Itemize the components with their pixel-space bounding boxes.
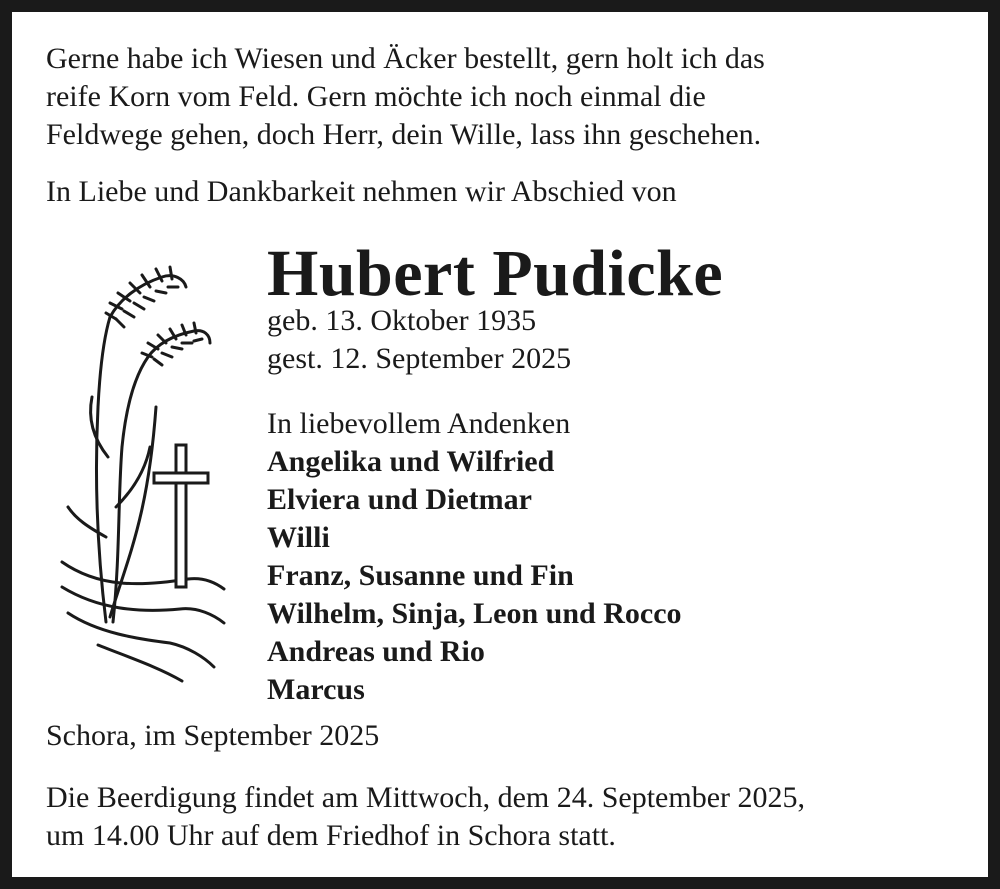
verse-line-3: Feldwege gehen, doch Herr, dein Wille, lass ihn geschehen. <box>46 118 762 151</box>
mourner-name: Angelika und Wilfried <box>267 445 555 478</box>
mourner-name: Andreas und Rio <box>267 635 485 668</box>
funeral-info <box>46 779 805 855</box>
mourner-name: Franz, Susanne und Fin <box>267 559 574 592</box>
verse-line-2: reife Korn vom Feld. Gern möchte ich noch einmal die <box>46 80 706 113</box>
mourner-name: Marcus <box>267 673 365 706</box>
wheat-and-cross-icon <box>58 257 228 687</box>
funeral-line-2: um 14.00 Uhr auf dem Friedhof in Schora statt. <box>46 819 616 852</box>
mourner-name: Wilhelm, Sinja, Leon und Rocco <box>267 597 682 630</box>
farewell-intro: In Liebe und Dankbarkeit nehmen wir Abschied von <box>46 175 677 208</box>
funeral-line-1: Die Beerdigung findet am Mittwoch, dem 24. September 2025, <box>46 781 806 814</box>
mourners-list <box>267 405 682 709</box>
death-date: gest. 12. September 2025 <box>267 342 572 375</box>
birth-date: geb. 13. Oktober 1935 <box>267 304 537 337</box>
mourner-name: Willi <box>267 521 330 554</box>
place-and-date: Schora, im September 2025 <box>46 719 380 752</box>
mourner-name: Elviera und Dietmar <box>267 483 532 516</box>
life-dates <box>267 302 571 378</box>
deceased-name: Hubert Pudicke <box>267 237 724 310</box>
verse <box>46 40 765 154</box>
mourners-heading: In liebevollem Andenken <box>267 407 571 440</box>
verse-line-1: Gerne habe ich Wiesen und Äcker bestellt, gern holt ich das <box>46 42 765 75</box>
